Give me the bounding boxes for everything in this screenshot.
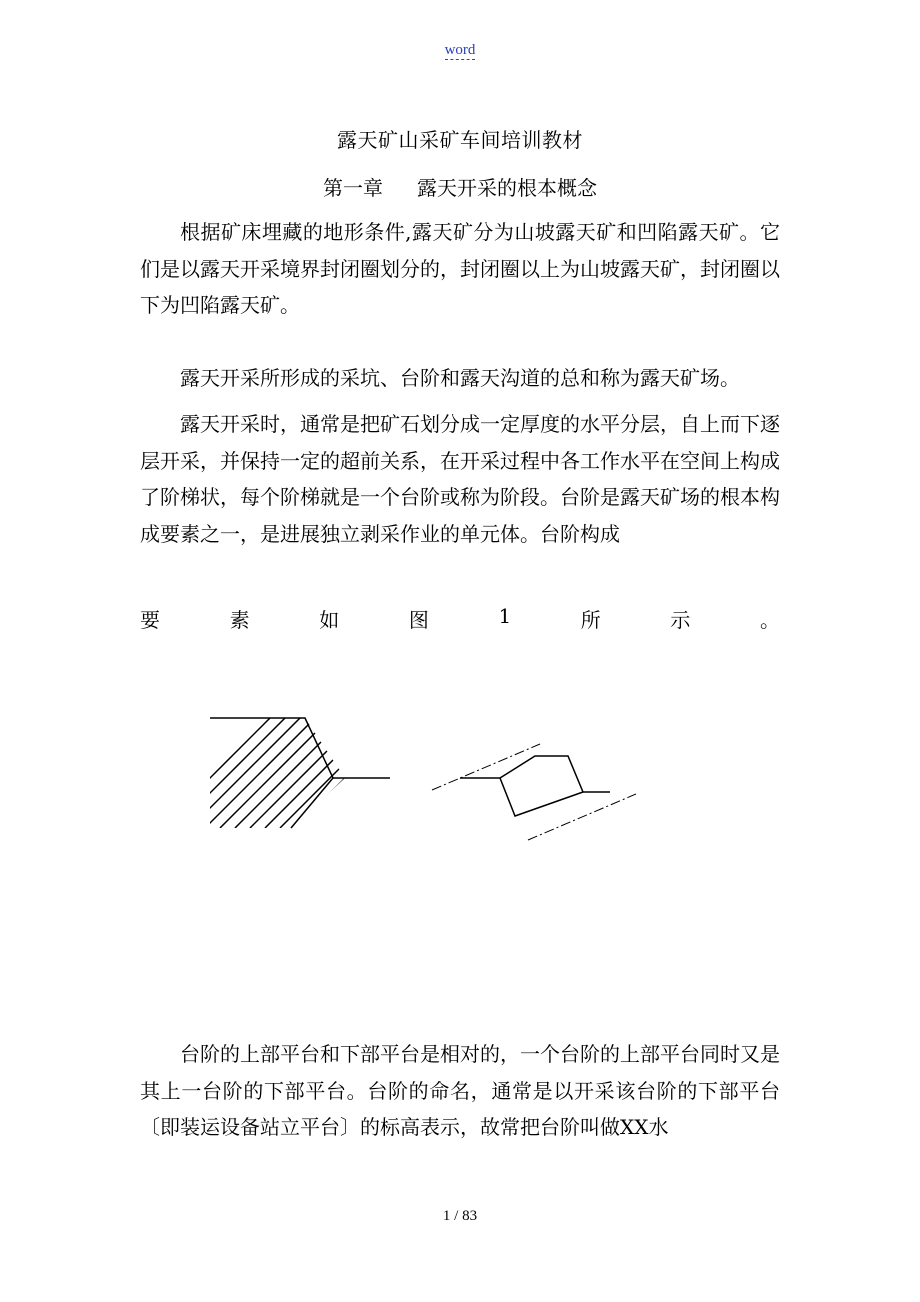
spread-char: 。 bbox=[760, 608, 780, 632]
paragraph-3-spread-line bbox=[140, 604, 780, 633]
spread-char: 所 bbox=[580, 608, 601, 632]
spread-char: 素 bbox=[229, 608, 250, 632]
spread-char: 示 bbox=[670, 608, 691, 632]
bench-diagram-figure bbox=[200, 700, 660, 860]
page-number: 1 / 83 bbox=[442, 1208, 478, 1224]
paragraph-3: 露天开采时，通常是把矿石划分成一定厚度的水平分层，自上而下逐层开采，并保持一定的超前关系，在开采过程中各工作水平在空间上构成了阶梯状，每个阶梯就是一个台阶或称为阶段。台阶是露天矿场的根本构成要素之一，是进展独立剥采作业的单元体。台阶构成 bbox=[140, 412, 780, 546]
spread-char: 要 bbox=[140, 608, 160, 632]
spread-char: 图 bbox=[408, 608, 429, 632]
spread-char: 如 bbox=[319, 608, 340, 632]
hatched-bench-section bbox=[200, 708, 415, 828]
chapter-title: 露天开采的根本概念 bbox=[417, 176, 597, 200]
chapter-heading bbox=[0, 172, 920, 201]
spread-char: 1 bbox=[498, 604, 512, 628]
paragraph-4: 台阶的上部平台和下部平台是相对的，一个台阶的上部平台同时又是其上一台阶的下部平台。台阶的命名，通常是以开采该台阶的下部平台〔即装运设备站立平台〕的标高表示，故常把台阶叫做XX水 bbox=[140, 1042, 780, 1139]
bench-element-schematic bbox=[432, 744, 636, 840]
word-link-text[interactable]: word bbox=[444, 42, 476, 58]
paragraph-1: 根据矿床埋藏的地形条件,露天矿分为山坡露天矿和凹陷露天矿。它们是以露天开采境界封闭圈划分的，封闭圈以上为山坡露天矿，封闭圈以下为凹陷露天矿。 bbox=[140, 220, 780, 317]
paragraph-2: 露天开采所形成的采坑、台阶和露天沟道的总和称为露天矿场。 bbox=[180, 366, 740, 390]
document-title: 露天矿山采矿车间培训教材 bbox=[337, 128, 583, 152]
header-word-link[interactable] bbox=[0, 42, 920, 59]
chapter-number: 第一章 bbox=[323, 176, 383, 200]
